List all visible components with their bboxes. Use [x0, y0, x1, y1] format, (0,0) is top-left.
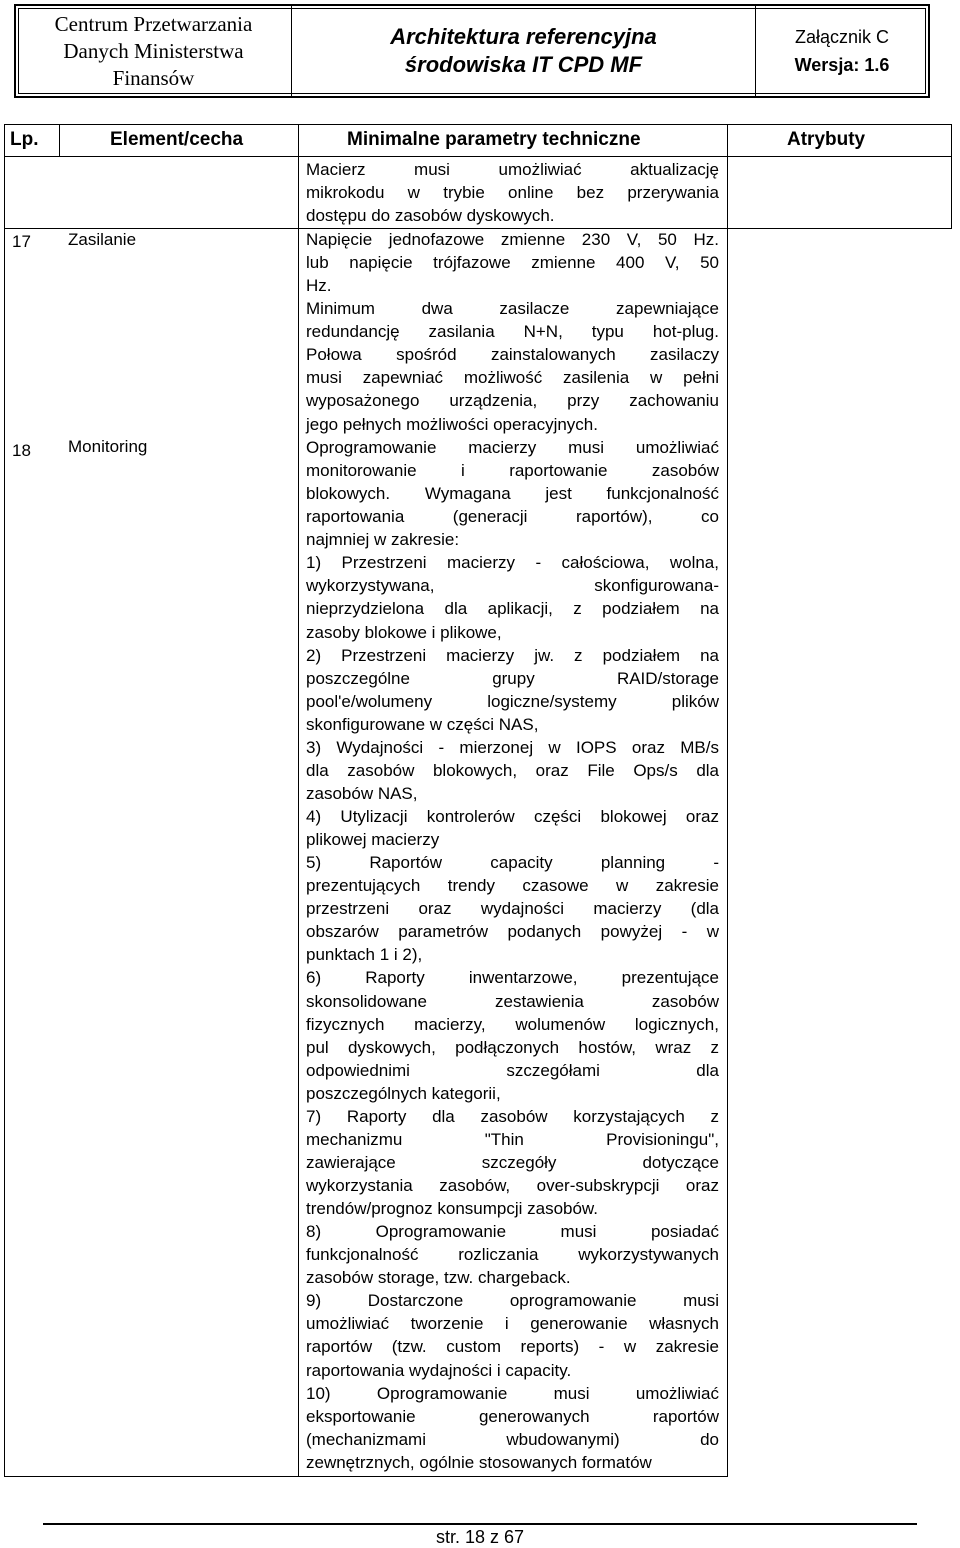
text-line: raportów (tzw. custom reports) - w zakresie	[306, 1337, 719, 1357]
title-line-2: środowiska IT CPD MF	[404, 52, 643, 77]
column-header-attributes: Atrybuty	[787, 129, 866, 150]
org-line-1: Centrum Przetwarzania	[54, 11, 253, 36]
text-line: pool'e/wolumeny logiczne/systemy plików	[306, 691, 719, 711]
text-line: Macierz musi umożliwiać aktualizację	[306, 160, 719, 179]
table-bottom-border	[4, 1476, 728, 1477]
document-header	[14, 4, 930, 98]
text-line: mechanizmu "Thin Provisioningu",	[306, 1129, 719, 1149]
text-line: 8) Oprogramowanie musi posiadać	[306, 1222, 719, 1242]
text-line: (mechanizmami wbudowanymi) do	[306, 1429, 719, 1449]
text-line: umożliwiać tworzenie i generowanie własnych	[306, 1314, 719, 1334]
text-line: funkcjonalność rozliczania wykorzystywanych	[306, 1245, 719, 1265]
text-line: 7) Raporty dla zasobów korzystających z	[306, 1106, 719, 1126]
text-line: wykorzystania zasobów, over-subskrypcji oraz	[306, 1176, 719, 1195]
text-line: skonsolidowane zestawienia zasobów	[306, 991, 719, 1011]
table-right-border	[951, 124, 952, 228]
column-header-parameters: Minimalne parametry techniczne	[347, 129, 641, 150]
text-line: 5) Raportów capacity planning -	[306, 853, 719, 873]
text-line: poszczególnych kategorii,	[306, 1083, 501, 1103]
page-number: str. 18 z 67	[435, 1527, 525, 1547]
continuation-cell	[306, 158, 719, 227]
org-line-3: Finansów	[112, 65, 195, 90]
text-line: skonfigurowane w części NAS,	[306, 714, 539, 734]
text-line: Połowa spośród zainstalowanych zasilaczy	[306, 345, 719, 365]
text-line: Hz.	[306, 276, 332, 296]
text-line: 6) Raporty inwentarzowe, prezentujące	[306, 968, 719, 988]
text-line: punktach 1 i 2),	[306, 945, 423, 965]
text-line: wykorzystywana, skonfigurowana-	[306, 576, 719, 596]
text-line: dla zasobów blokowych, oraz File Ops/s dla	[306, 760, 719, 780]
text-line: zasoby blokowe i plikowe,	[306, 622, 502, 642]
text-line: plikowej macierzy	[306, 830, 440, 850]
table-top-border	[4, 124, 952, 125]
text-line: 3) Wydajności - mierzonej w IOPS oraz MB/s	[306, 737, 719, 757]
column-divider	[727, 124, 728, 1477]
text-line: prezentujących trendy czasowe w zakresie	[306, 876, 719, 896]
text-line: Minimum dwa zasilacze zapewniające	[306, 299, 719, 319]
table-left-border	[4, 124, 5, 1477]
text-line: eksportowanie generowanych raportów	[306, 1406, 719, 1426]
text-line: najmniej w zakresie:	[306, 530, 460, 550]
text-line: 10) Oprogramowanie musi umożliwiać	[306, 1383, 719, 1403]
footer-divider	[43, 1523, 917, 1525]
org-line-2: Danych Ministerstwa	[63, 38, 244, 63]
document-meta	[756, 6, 928, 96]
column-divider	[298, 124, 299, 1477]
row-parameters	[306, 436, 719, 1474]
text-line: lub napięcie trójfazowe zmienne 400 V, 50	[306, 253, 719, 273]
row-element: Zasilanie	[68, 230, 137, 249]
text-line: monitorowanie i raportowanie zasobów	[306, 461, 719, 481]
annex-label: Załącznik C	[794, 27, 890, 47]
text-line: zasobów NAS,	[306, 783, 418, 803]
text-line: 4) Utylizacji kontrolerów części blokowej oraz	[306, 807, 719, 826]
text-line: musi zapewniać możliwość zasilenia w pełni	[306, 368, 719, 388]
text-line: przestrzeni oraz wydajności macierzy (dla	[306, 899, 719, 919]
text-line: wyposażonego urządzenia, przy zachowaniu	[306, 391, 719, 411]
version-label: Wersja: 1.6	[794, 55, 890, 75]
title-line-1: Architektura referencyjna	[390, 24, 657, 49]
text-line: poszczególne grupy RAID/storage	[306, 668, 719, 688]
text-line: fizycznych macierzy, wolumenów logicznych,	[306, 1014, 719, 1034]
text-line: raportowania (generacji raportów), co	[306, 507, 719, 527]
text-line: redundancję zasilania N+N, typu hot-plug.	[306, 322, 719, 342]
text-line: obszarów parametrów podanych powyżej - w	[306, 922, 719, 942]
text-line: pul dyskowych, podłączonych hostów, wraz z	[306, 1037, 719, 1057]
text-line: zawierające szczegóły dotyczące	[306, 1152, 719, 1172]
text-line: trendów/prognoz konsumpcji zasobów.	[306, 1199, 598, 1219]
row-element: Monitoring	[68, 437, 148, 456]
column-header-element: Element/cecha	[110, 129, 244, 150]
document-title	[292, 6, 756, 96]
text-line: blokowych. Wymagana jest funkcjonalność	[306, 484, 719, 504]
row-parameters	[306, 228, 719, 436]
text-line: odpowiednimi szczegółami dla	[306, 1060, 719, 1080]
row-number: 17	[12, 232, 31, 251]
text-line: 2) Przestrzeni macierzy jw. z podziałem na	[306, 645, 719, 665]
column-header-lp: Lp.	[10, 129, 39, 150]
text-line: zewnętrznych, ogólnie stosowanych formatów	[306, 1452, 652, 1472]
organization-name	[16, 6, 292, 96]
header-bottom-border	[4, 156, 952, 157]
text-line: mikrokodu w trybie online bez przerywania	[306, 183, 719, 203]
column-divider	[59, 124, 60, 156]
text-line: dostępu do zasobów dyskowych.	[306, 206, 555, 226]
text-line: nieprzydzielona dla aplikacji, z podziałem na	[306, 599, 719, 619]
text-line: 1) Przestrzeni macierzy - całościowa, wolna,	[306, 553, 719, 573]
row-number: 18	[12, 441, 31, 460]
text-line: Napięcie jednofazowe zmienne 230 V, 50 Hz.	[306, 230, 719, 249]
text-line: 9) Dostarczone oprogramowanie musi	[306, 1291, 719, 1311]
text-line: jego pełnych możliwości operacyjnych.	[306, 414, 598, 434]
text-line: Oprogramowanie macierzy musi umożliwiać	[306, 438, 719, 457]
text-line: raportowania wydajności i capacity.	[306, 1360, 572, 1380]
text-line: zasobów storage, tzw. chargeback.	[306, 1268, 571, 1288]
